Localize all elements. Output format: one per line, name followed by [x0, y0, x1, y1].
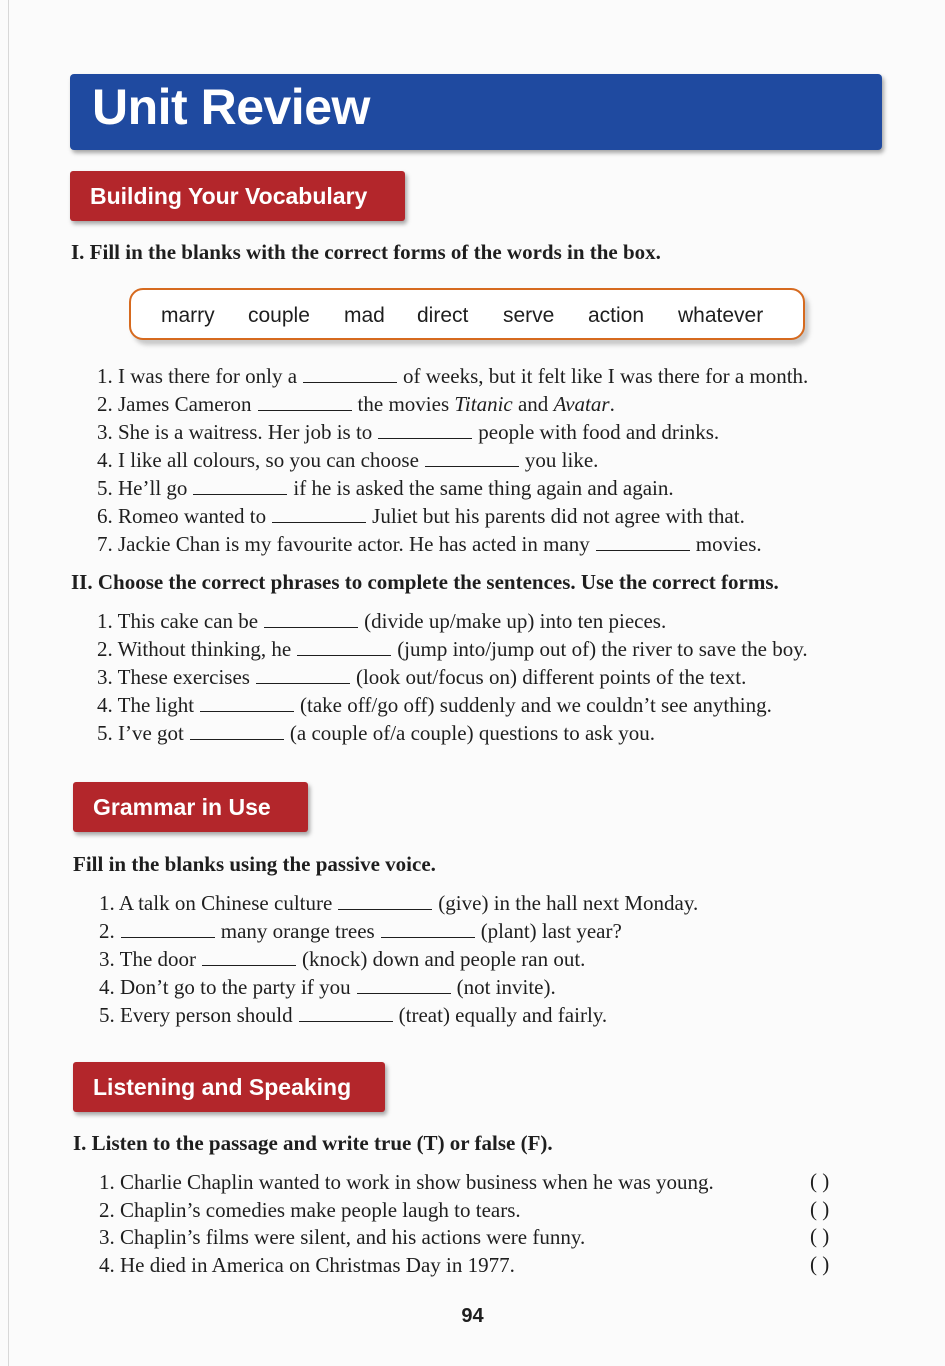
- vocab-item-4: 4. I like all colours, so you can choose you like.: [97, 448, 599, 472]
- answer-parentheses[interactable]: ( ): [810, 1197, 830, 1221]
- word-box-item: serve: [503, 304, 555, 327]
- vocab-item-5: 5. He’ll go if he is asked the same thing again and again.: [97, 476, 674, 500]
- vocab-item-1: 1. I was there for only a of weeks, but it felt like I was there for a month.: [97, 364, 809, 388]
- answer-blank[interactable]: [202, 947, 296, 966]
- page-number: 94: [461, 1305, 484, 1327]
- grammar-item-4: 4. Don’t go to the party if you (not invite).: [99, 975, 556, 999]
- phrase-item-5: 5. I’ve got (a couple of/a couple) questions to ask you.: [97, 721, 655, 745]
- word-box-item: direct: [417, 304, 469, 327]
- answer-blank[interactable]: [357, 975, 451, 994]
- vocab-item-2: 2. James Cameron the movies Titanic and Avatar.: [97, 392, 615, 416]
- vocab-part1-instruction: I. Fill in the blanks with the correct forms of the words in the box.: [71, 240, 661, 264]
- answer-blank[interactable]: [200, 693, 294, 712]
- section-listening: Listening and Speaking: [73, 1062, 385, 1112]
- grammar-item-3: 3. The door (knock) down and people ran out.: [99, 947, 586, 971]
- answer-blank[interactable]: [121, 919, 215, 938]
- listening-item-1: 1. Charlie Chaplin wanted to work in show business when he was young.: [99, 1170, 714, 1194]
- vocab-item-3: 3. She is a waitress. Her job is to people with food and drinks.: [97, 420, 720, 444]
- word-box-item: whatever: [678, 304, 764, 327]
- section-grammar: Grammar in Use: [73, 782, 308, 832]
- vocab-item-7: 7. Jackie Chan is my favourite actor. He has acted in many movies.: [97, 532, 762, 556]
- answer-blank[interactable]: [299, 1003, 393, 1022]
- word-box-item: marry: [161, 304, 215, 327]
- phrase-item-4: 4. The light (take off/go off) suddenly and we couldn’t see anything.: [97, 693, 772, 717]
- listening-item-2: 2. Chaplin’s comedies make people laugh to tears.: [99, 1198, 521, 1222]
- phrase-item-2: 2. Without thinking, he (jump into/jump out of) the river to save the boy.: [97, 637, 808, 661]
- unit-title-bar: [70, 74, 882, 150]
- section-vocabulary: Building Your Vocabulary: [70, 171, 405, 221]
- grammar-item-5: 5. Every person should (treat) equally and fairly.: [99, 1003, 608, 1027]
- answer-blank[interactable]: [258, 392, 352, 411]
- answer-blank[interactable]: [193, 476, 287, 495]
- answer-blank[interactable]: [256, 665, 350, 684]
- listening-item-3: 3. Chaplin’s films were silent, and his actions were funny.: [99, 1225, 586, 1249]
- grammar-instruction: Fill in the blanks using the passive voice.: [73, 852, 436, 876]
- answer-blank[interactable]: [378, 420, 472, 439]
- answer-blank[interactable]: [264, 609, 358, 628]
- answer-blank[interactable]: [303, 364, 397, 383]
- word-box-item: action: [588, 304, 645, 327]
- grammar-item-2: 2. many orange trees (plant) last year?: [99, 919, 622, 943]
- word-box-item: couple: [248, 304, 310, 327]
- unit-title: Unit Review: [92, 79, 370, 135]
- word-box-item: mad: [344, 304, 385, 327]
- phrase-item-1: 1. This cake can be (divide up/make up) into ten pieces.: [97, 609, 667, 633]
- vocab-part2-instruction: II. Choose the correct phrases to complete the sentences. Use the correct forms.: [71, 570, 779, 594]
- answer-blank[interactable]: [338, 891, 432, 910]
- answer-blank[interactable]: [381, 919, 475, 938]
- answer-blank[interactable]: [297, 637, 391, 656]
- answer-parentheses[interactable]: ( ): [810, 1169, 830, 1193]
- listening-instruction: I. Listen to the passage and write true (T) or false (F).: [73, 1131, 553, 1155]
- answer-blank[interactable]: [190, 721, 284, 740]
- answer-parentheses[interactable]: ( ): [810, 1224, 830, 1248]
- answer-blank[interactable]: [596, 532, 690, 551]
- page-edge: [8, 0, 9, 1366]
- answer-parentheses[interactable]: ( ): [810, 1252, 830, 1276]
- word-box: [129, 288, 805, 340]
- answer-blank[interactable]: [425, 448, 519, 467]
- grammar-item-1: 1. A talk on Chinese culture (give) in the hall next Monday.: [99, 891, 699, 915]
- answer-blank[interactable]: [272, 504, 366, 523]
- vocab-item-6: 6. Romeo wanted to Juliet but his parents did not agree with that.: [97, 504, 745, 528]
- phrase-item-3: 3. These exercises (look out/focus on) different points of the text.: [97, 665, 747, 689]
- listening-item-4: 4. He died in America on Christmas Day in 1977.: [99, 1253, 515, 1277]
